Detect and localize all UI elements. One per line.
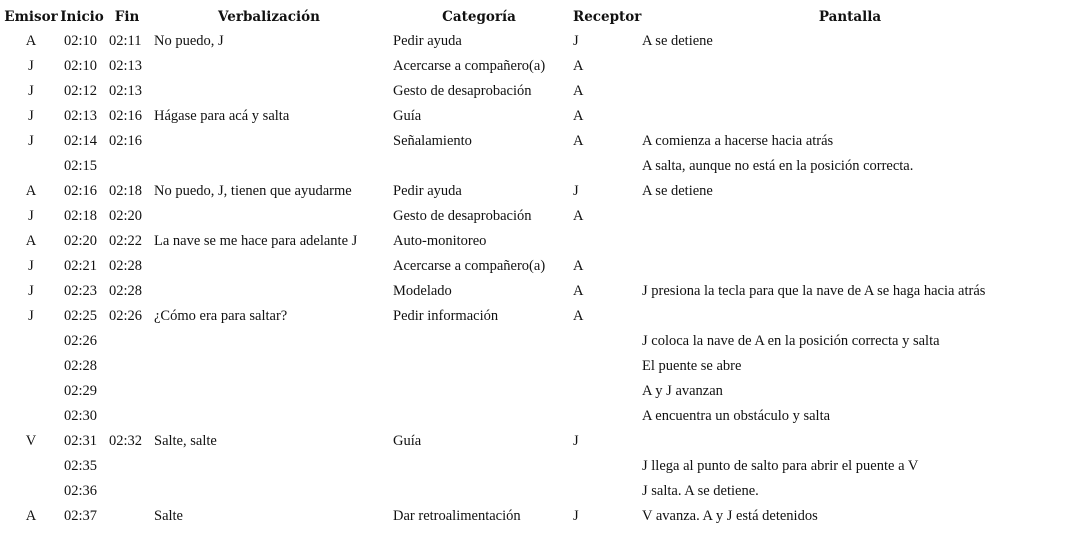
- cell-fin: [106, 154, 150, 179]
- cell-categoria: Dar retroalimentación: [393, 508, 521, 524]
- cell-verbalizacion: Hágase para acá y salta: [154, 108, 290, 124]
- cell-receptor: [570, 229, 638, 254]
- cell-fin: 02:28: [109, 283, 143, 299]
- cell-fin: [106, 354, 150, 379]
- cell-verbalizacion: ¿Cómo era para saltar?: [154, 308, 288, 324]
- cell-fin: 02:13: [109, 58, 143, 74]
- cell-emisor: [2, 404, 60, 429]
- cell-categoria: Acercarse a compañero(a): [393, 258, 546, 274]
- table-row: [2, 204, 1064, 229]
- header-inicio: Inicio: [60, 9, 104, 25]
- table-row: [2, 354, 1064, 379]
- cell-categoria: Modelado: [393, 283, 452, 299]
- cell-inicio: 02:35: [64, 458, 98, 474]
- cell-fin: 02:28: [109, 258, 143, 274]
- cell-inicio: 02:16: [64, 183, 98, 199]
- cell-inicio: 02:20: [64, 233, 98, 249]
- cell-inicio: 02:36: [64, 483, 98, 499]
- cell-inicio: 02:25: [64, 308, 98, 324]
- table-row: [2, 329, 1064, 354]
- header-emisor: Emisor: [4, 9, 58, 25]
- cell-emisor: A: [25, 183, 37, 199]
- cell-verbalizacion: [150, 404, 390, 429]
- cell-pantalla: J coloca la nave de A en la posición correcta y salta: [642, 333, 940, 349]
- cell-pantalla: [638, 54, 1064, 79]
- cell-inicio: 02:21: [64, 258, 98, 274]
- cell-pantalla: A encuentra un obstáculo y salta: [642, 408, 831, 424]
- cell-receptor: A: [573, 58, 584, 74]
- cell-categoria: Pedir información: [393, 308, 499, 324]
- cell-emisor: [2, 379, 60, 404]
- cell-receptor: A: [573, 283, 584, 299]
- cell-pantalla: [638, 79, 1064, 104]
- table-row: [2, 454, 1064, 479]
- table-row: [2, 29, 1064, 54]
- cell-receptor: [570, 379, 638, 404]
- table-row: [2, 379, 1064, 404]
- cell-fin: [106, 454, 150, 479]
- cell-fin: 02:16: [109, 133, 143, 149]
- cell-emisor: J: [28, 108, 34, 124]
- cell-verbalizacion: [150, 454, 390, 479]
- cell-pantalla: El puente se abre: [642, 358, 742, 374]
- header-categoria: Categoría: [442, 9, 516, 25]
- cell-emisor: J: [28, 83, 34, 99]
- cell-categoria: [390, 479, 570, 504]
- cell-emisor: A: [25, 508, 37, 524]
- cell-pantalla: A y J avanzan: [642, 383, 723, 399]
- cell-fin: [106, 329, 150, 354]
- cell-fin: 02:13: [109, 83, 143, 99]
- cell-fin: 02:11: [109, 33, 142, 49]
- cell-verbalizacion: No puedo, J, tienen que ayudarme: [154, 183, 352, 199]
- cell-verbalizacion: [150, 479, 390, 504]
- table-row: [2, 229, 1064, 254]
- cell-fin: [106, 504, 150, 529]
- cell-pantalla: J presiona la tecla para que la nave de A se haga hacia atrás: [642, 283, 986, 299]
- cell-inicio: 02:15: [64, 158, 98, 174]
- cell-pantalla: J salta. A se detiene.: [642, 483, 759, 499]
- cell-fin: [106, 404, 150, 429]
- cell-categoria: Guía: [393, 433, 422, 449]
- table-row: [2, 429, 1064, 454]
- cell-inicio: 02:31: [64, 433, 98, 449]
- cell-verbalizacion: Salte: [154, 508, 183, 524]
- cell-fin: [106, 479, 150, 504]
- cell-categoria: Pedir ayuda: [393, 183, 462, 199]
- cell-verbalizacion: [150, 254, 390, 279]
- cell-categoria: Señalamiento: [393, 133, 472, 149]
- cell-emisor: A: [25, 33, 37, 49]
- cell-receptor: A: [573, 83, 584, 99]
- cell-inicio: 02:12: [64, 83, 98, 99]
- cell-emisor: V: [25, 433, 37, 449]
- header-receptor: Receptor: [573, 9, 642, 25]
- cell-receptor: [570, 404, 638, 429]
- table-row: [2, 129, 1064, 154]
- table-row: [2, 54, 1064, 79]
- cell-categoria: [390, 154, 570, 179]
- cell-categoria: [390, 379, 570, 404]
- cell-receptor: A: [573, 308, 584, 324]
- cell-pantalla: A se detiene: [642, 183, 713, 199]
- cell-pantalla: [638, 104, 1064, 129]
- cell-inicio: 02:23: [64, 283, 98, 299]
- cell-pantalla: [638, 229, 1064, 254]
- cell-inicio: 02:37: [64, 508, 98, 524]
- cell-emisor: [2, 354, 60, 379]
- table-row: [2, 279, 1064, 304]
- table-row: [2, 504, 1064, 529]
- cell-fin: 02:22: [109, 233, 143, 249]
- cell-verbalizacion: [150, 204, 390, 229]
- cell-receptor: [570, 329, 638, 354]
- cell-categoria: [390, 454, 570, 479]
- table-row: [2, 254, 1064, 279]
- cell-receptor: [570, 454, 638, 479]
- table-row: [2, 154, 1064, 179]
- cell-emisor: J: [28, 208, 34, 224]
- cell-verbalizacion: [150, 154, 390, 179]
- table-header-row: [2, 5, 1064, 29]
- cell-inicio: 02:28: [64, 358, 98, 374]
- cell-categoria: [390, 404, 570, 429]
- cell-receptor: A: [573, 108, 584, 124]
- cell-emisor: [2, 329, 60, 354]
- cell-fin: 02:16: [109, 108, 143, 124]
- cell-verbalizacion: [150, 329, 390, 354]
- table-row: [2, 79, 1064, 104]
- cell-inicio: 02:30: [64, 408, 98, 424]
- cell-categoria: Acercarse a compañero(a): [393, 58, 546, 74]
- cell-emisor: [2, 154, 60, 179]
- cell-pantalla: [638, 304, 1064, 329]
- cell-categoria: Pedir ayuda: [393, 33, 462, 49]
- cell-emisor: J: [28, 133, 34, 149]
- cell-fin: 02:32: [109, 433, 143, 449]
- cell-pantalla: [638, 204, 1064, 229]
- cell-receptor: J: [573, 33, 579, 49]
- cell-categoria: [390, 354, 570, 379]
- cell-emisor: A: [25, 233, 37, 249]
- cell-categoria: Gesto de desaprobación: [393, 208, 532, 224]
- cell-emisor: [2, 479, 60, 504]
- cell-inicio: 02:10: [64, 58, 98, 74]
- table-body: [2, 29, 1064, 529]
- cell-inicio: 02:10: [64, 33, 98, 49]
- cell-verbalizacion: [150, 354, 390, 379]
- cell-verbalizacion: La nave se me hace para adelante J: [154, 233, 358, 249]
- cell-fin: 02:20: [109, 208, 143, 224]
- cell-receptor: [570, 479, 638, 504]
- cell-receptor: A: [573, 258, 584, 274]
- table-row: [2, 179, 1064, 204]
- cell-emisor: J: [28, 258, 34, 274]
- interaction-table: [2, 5, 1064, 529]
- header-pantalla: Pantalla: [818, 9, 882, 25]
- cell-inicio: 02:14: [64, 133, 98, 149]
- cell-verbalizacion: [150, 129, 390, 154]
- header-verbalizacion: Verbalización: [218, 9, 320, 25]
- cell-pantalla: [638, 429, 1064, 454]
- header-fin: Fin: [114, 9, 140, 25]
- cell-receptor: A: [573, 208, 584, 224]
- cell-inicio: 02:18: [64, 208, 98, 224]
- cell-pantalla: A se detiene: [642, 33, 713, 49]
- cell-verbalizacion: [150, 54, 390, 79]
- cell-receptor: [570, 354, 638, 379]
- cell-verbalizacion: [150, 79, 390, 104]
- cell-categoria: Auto-monitoreo: [393, 233, 487, 249]
- cell-pantalla: V avanza. A y J está detenidos: [642, 508, 818, 524]
- cell-fin: 02:18: [109, 183, 143, 199]
- cell-categoria: Guía: [393, 108, 422, 124]
- cell-emisor: J: [28, 58, 34, 74]
- table-row: [2, 104, 1064, 129]
- cell-inicio: 02:26: [64, 333, 98, 349]
- cell-inicio: 02:29: [64, 383, 98, 399]
- cell-receptor: J: [573, 508, 579, 524]
- cell-verbalizacion: [150, 279, 390, 304]
- cell-fin: 02:26: [109, 308, 143, 324]
- cell-receptor: J: [573, 183, 579, 199]
- cell-fin: [106, 379, 150, 404]
- cell-receptor: [570, 154, 638, 179]
- cell-verbalizacion: Salte, salte: [154, 433, 217, 449]
- cell-verbalizacion: [150, 379, 390, 404]
- table-row: [2, 404, 1064, 429]
- cell-receptor: A: [573, 133, 584, 149]
- cell-categoria: Gesto de desaprobación: [393, 83, 532, 99]
- cell-pantalla: [638, 254, 1064, 279]
- table-row: [2, 304, 1064, 329]
- cell-emisor: J: [28, 308, 34, 324]
- cell-pantalla: A comienza a hacerse hacia atrás: [642, 133, 834, 149]
- cell-verbalizacion: No puedo, J: [154, 33, 224, 49]
- cell-inicio: 02:13: [64, 108, 98, 124]
- cell-pantalla: A salta, aunque no está en la posición correcta.: [642, 158, 914, 174]
- cell-emisor: J: [28, 283, 34, 299]
- cell-pantalla: J llega al punto de salto para abrir el puente a V: [642, 458, 919, 474]
- table-row: [2, 479, 1064, 504]
- cell-receptor: J: [573, 433, 579, 449]
- cell-categoria: [390, 329, 570, 354]
- cell-emisor: [2, 454, 60, 479]
